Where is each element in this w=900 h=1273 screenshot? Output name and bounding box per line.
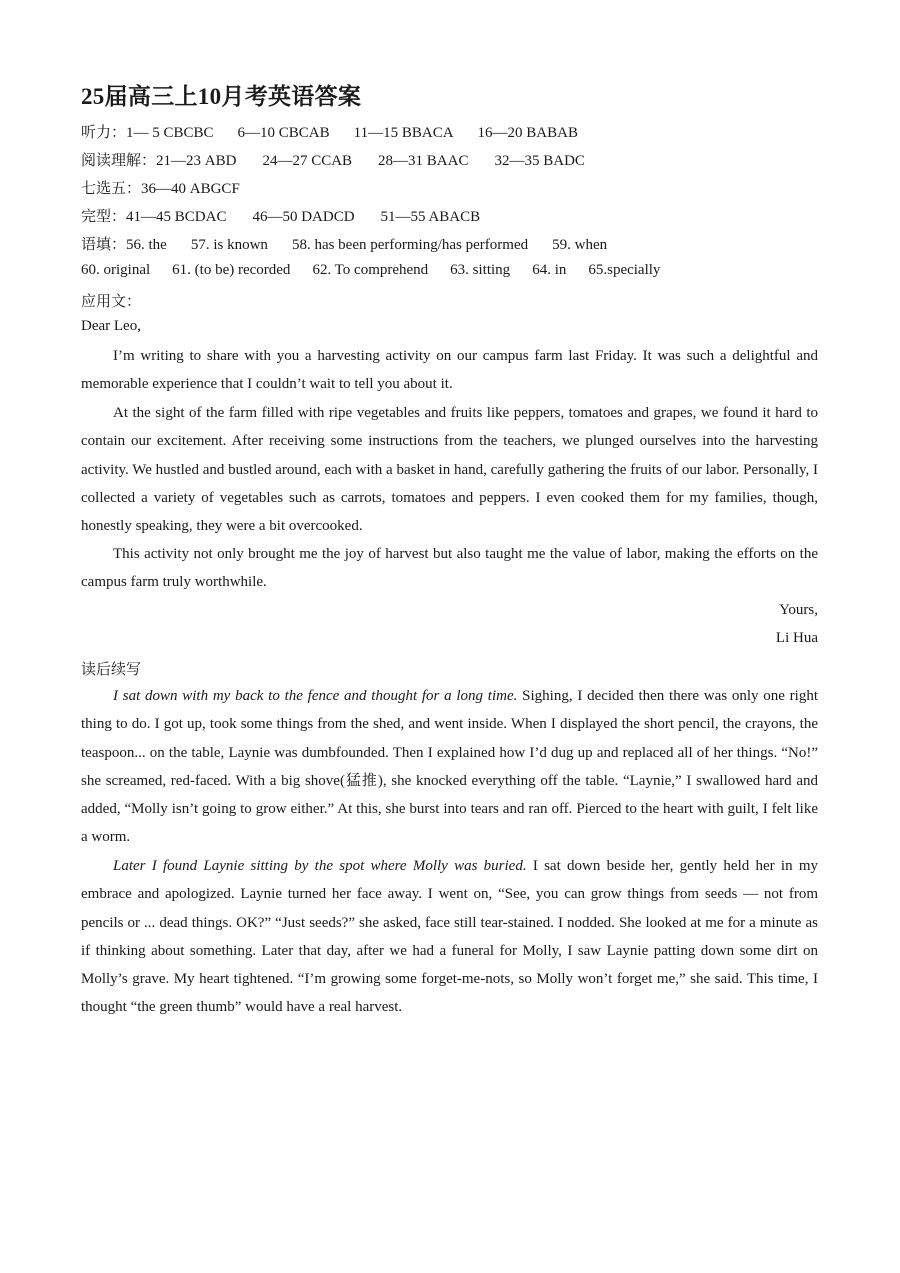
answer-group: 28—31 BAAC bbox=[378, 153, 469, 169]
answer-group: 32—35 BADC bbox=[494, 153, 585, 169]
paragraph-lead-sentence: I sat down with my back to the fence and thought for a long time. bbox=[113, 688, 518, 704]
page-title: 25届高三上10月考英语答案 bbox=[81, 84, 362, 109]
answer-item: 63. sitting bbox=[450, 262, 511, 278]
cloze-answers bbox=[81, 205, 480, 226]
reading-answers bbox=[81, 149, 585, 170]
answer-item: 61. (to be) recorded bbox=[172, 262, 291, 278]
reading-label: 阅读理解： bbox=[81, 153, 157, 169]
answer-item: 59. when bbox=[552, 237, 608, 253]
paragraph-lead-sentence: Later I found Laynie sitting by the spot where Molly was buried. bbox=[113, 858, 527, 874]
paragraph-body: Sighing, I decided then there was only one right thing to do. I got up, took some things from the shed, and went inside. When I displayed the short pencil, the crayons, the teaspoon... on the table, Laynie was dumbfounded. Then I explained how I’d dug up and replaced all of her things. “No!” she screamed, red-faced. With a big shove(猛推), she knocked everything off the table. “Laynie,” I swallowed hard and added, “Molly isn’t going to grow either.” At this, she burst into tears and ran off. Pierced to the heart with guilt, I felt like a worm. bbox=[81, 688, 818, 846]
answer-group: 16—20 BABAB bbox=[477, 125, 578, 141]
answer-group: 36—40 ABGCF bbox=[141, 181, 240, 197]
answer-group: 46—50 DADCD bbox=[252, 209, 355, 225]
answer-group: 51—55 ABACB bbox=[380, 209, 481, 225]
answer-group: 11—15 BBACA bbox=[353, 125, 454, 141]
answer-item: 65.specially bbox=[588, 262, 661, 278]
answer-item: 57. is known bbox=[190, 237, 268, 253]
letter-salutation: Dear Leo, bbox=[81, 318, 141, 334]
letter-paragraph-1: I’m writing to share with you a harvesting activity on our campus farm last Friday. It was such a delightful and memorable experience that I couldn’t wait to tell you about it. bbox=[81, 348, 818, 393]
letter-paragraph-3: This activity not only brought me the joy of harvest but also taught me the value of labor, making the efforts on the campus farm truly worthwhile. bbox=[81, 546, 818, 591]
seven-five-label: 七选五： bbox=[81, 181, 142, 197]
answer-item: 56. the bbox=[126, 237, 167, 253]
letter-signature: Li Hua bbox=[775, 630, 818, 646]
answer-group: 21—23 ABD bbox=[156, 153, 237, 169]
continuation-paragraph-2 bbox=[81, 852, 818, 1022]
answer-item: 58. has been performing/has performed bbox=[291, 237, 529, 253]
listening-answers bbox=[81, 121, 578, 142]
answer-item: 64. in bbox=[532, 262, 567, 278]
letter-closing: Yours, bbox=[779, 602, 818, 618]
continuation-paragraph-1 bbox=[81, 682, 818, 852]
paragraph-body: I sat down beside her, gently held her in my embrace and apologized. Laynie turned her face away. I went on, “See, you can grow things from seeds — not from pencils or ... dead things. OK?” “Just seeds?” she asked, face still tear-stained. I nodded. She looked at me for a minute as if thinking about something. Later that day, after we had a funeral for Molly, I saw Laynie patting down some dirt on Molly’s grave. My heart tightened. “I’m growing some forget-me-nots, so Molly won’t forget me,” she said. This time, I thought “the green thumb” would have a real harvest. bbox=[81, 858, 818, 1016]
listening-label: 听力： bbox=[81, 125, 127, 141]
grammar-answers-line1 bbox=[81, 233, 607, 254]
answer-group: 24—27 CCAB bbox=[262, 153, 353, 169]
answer-group: 6—10 CBCAB bbox=[237, 125, 330, 141]
seven-five-answers bbox=[81, 177, 240, 198]
letter-paragraph-2: At the sight of the farm filled with ripe vegetables and fruits like peppers, tomatoes and grapes, we found it hard to contain our excitement. After receiving some instructions from the teachers, we plunged ourselves into the harvesting activity. We hustled and bustled around, each with a basket in hand, carefully gathering the fruits of our labor. Personally, I collected a variety of vegetables such as carrots, tomatoes and peppers. I even cooked them for my families, though, honestly speaking, they were a bit overcooked. bbox=[81, 405, 818, 535]
grammar-answers-line2 bbox=[81, 262, 660, 279]
letter-heading: 应用文： bbox=[81, 294, 142, 310]
answer-group: 1— 5 CBCBC bbox=[126, 125, 214, 141]
grammar-label: 语填： bbox=[81, 237, 127, 253]
answer-item: 62. To comprehend bbox=[312, 262, 429, 278]
answer-item: 60. original bbox=[81, 262, 151, 278]
cloze-label: 完型： bbox=[81, 209, 127, 225]
continuation-heading: 读后续写 bbox=[81, 662, 142, 678]
answer-group: 41—45 BCDAC bbox=[126, 209, 227, 225]
